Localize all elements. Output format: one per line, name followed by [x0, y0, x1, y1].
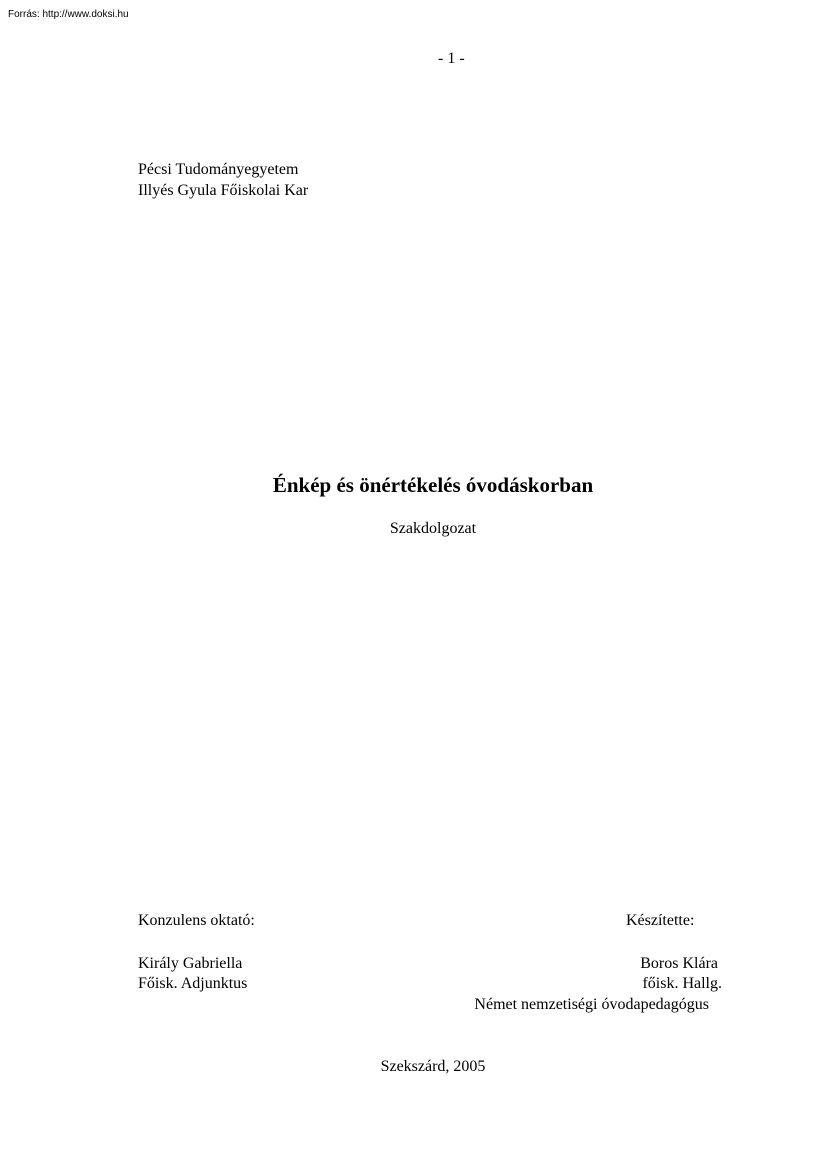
author-label: Készítette: — [626, 912, 695, 929]
university-name: Pécsi Tudományegyetem — [138, 161, 299, 178]
page-number: - 1 - — [438, 50, 465, 67]
document-subtitle: Szakdolgozat — [389, 520, 477, 537]
author-status: főisk. Hallg. — [642, 975, 722, 992]
author-name: Boros Klára — [640, 955, 718, 972]
consultant-label: Konzulens oktató: — [138, 912, 255, 929]
document-title: Énkép és önértékelés óvodáskorban — [272, 473, 594, 497]
place-date: Szekszárd, 2005 — [380, 1058, 486, 1075]
faculty-name: Illyés Gyula Főiskolai Kar — [138, 182, 309, 199]
source-note: Forrás: http://www.doksi.hu — [8, 9, 129, 20]
author-specialization: Német nemzetiségi óvodapedagógus — [474, 996, 709, 1013]
consultant-position: Főisk. Adjunktus — [138, 975, 248, 992]
consultant-name: Király Gabriella — [138, 955, 243, 972]
